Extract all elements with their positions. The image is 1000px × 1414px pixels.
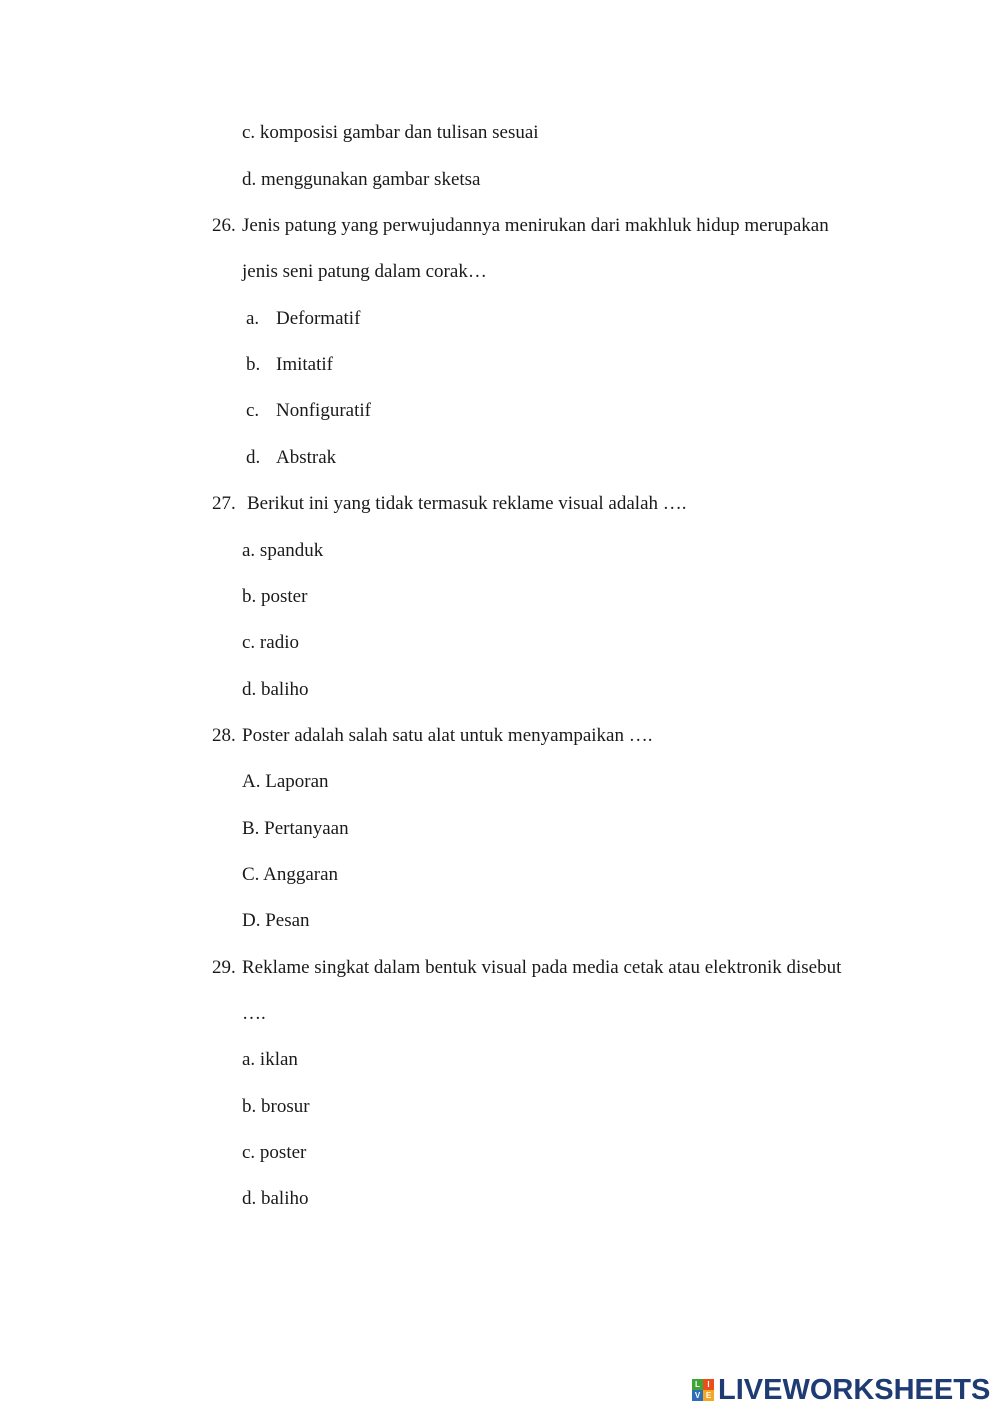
question-29-option-c: c. poster <box>242 1142 307 1163</box>
option-letter: c. <box>246 400 260 421</box>
question-27-number: 27. <box>212 493 236 514</box>
question-27-option-a: a. spanduk <box>242 540 324 561</box>
question-29-option-a: a. iklan <box>242 1049 298 1070</box>
question-28-number: 28. <box>212 725 236 746</box>
option-text: Imitatif <box>276 354 333 375</box>
question-27-option-d: d. baliho <box>242 679 309 700</box>
question-27-option-b: b. poster <box>242 586 308 607</box>
question-28-option-a: A. Laporan <box>242 771 329 792</box>
logo-mark-v: V <box>692 1390 703 1401</box>
question-28-option-b: B. Pertanyaan <box>242 818 349 839</box>
question-28-text: Poster adalah salah satu alat untuk menyampaikan …. <box>242 725 653 746</box>
prev-option-c: c. komposisi gambar dan tulisan sesuai <box>242 122 539 143</box>
question-27-text: Berikut ini yang tidak termasuk reklame visual adalah …. <box>247 493 687 514</box>
option-letter: b. <box>246 354 261 375</box>
option-text: Nonfiguratif <box>276 400 371 421</box>
option-letter: a. <box>246 308 260 329</box>
question-26-number: 26. <box>212 215 236 236</box>
question-28-option-c: C. Anggaran <box>242 864 339 885</box>
logo-mark-i: I <box>703 1379 714 1390</box>
logo-wordmark: LIVEWORKSHEETS <box>718 1373 991 1406</box>
question-29-text-cont: …. <box>242 1003 266 1024</box>
prev-option-d: d. menggunakan gambar sketsa <box>242 169 481 190</box>
question-26-text: Jenis patung yang perwujudannya menirukan dari makhluk hidup merupakan <box>242 215 829 236</box>
option-text: Deformatif <box>276 308 361 329</box>
option-text: Abstrak <box>276 447 337 468</box>
question-29-text: Reklame singkat dalam bentuk visual pada media cetak atau elektronik disebut <box>242 957 842 978</box>
question-27-option-c: c. radio <box>242 632 299 653</box>
question-26-text-cont: jenis seni patung dalam corak… <box>242 261 487 282</box>
liveworksheets-logo-icon <box>692 1379 714 1401</box>
liveworksheets-logo <box>692 1375 990 1405</box>
question-29-option-d: d. baliho <box>242 1188 309 1209</box>
question-29-option-b: b. brosur <box>242 1096 310 1117</box>
logo-mark-e: E <box>703 1390 714 1401</box>
option-letter: d. <box>246 447 261 468</box>
question-28-option-d: D. Pesan <box>242 910 310 931</box>
question-29-number: 29. <box>212 957 236 978</box>
logo-mark-l: L <box>692 1379 703 1390</box>
